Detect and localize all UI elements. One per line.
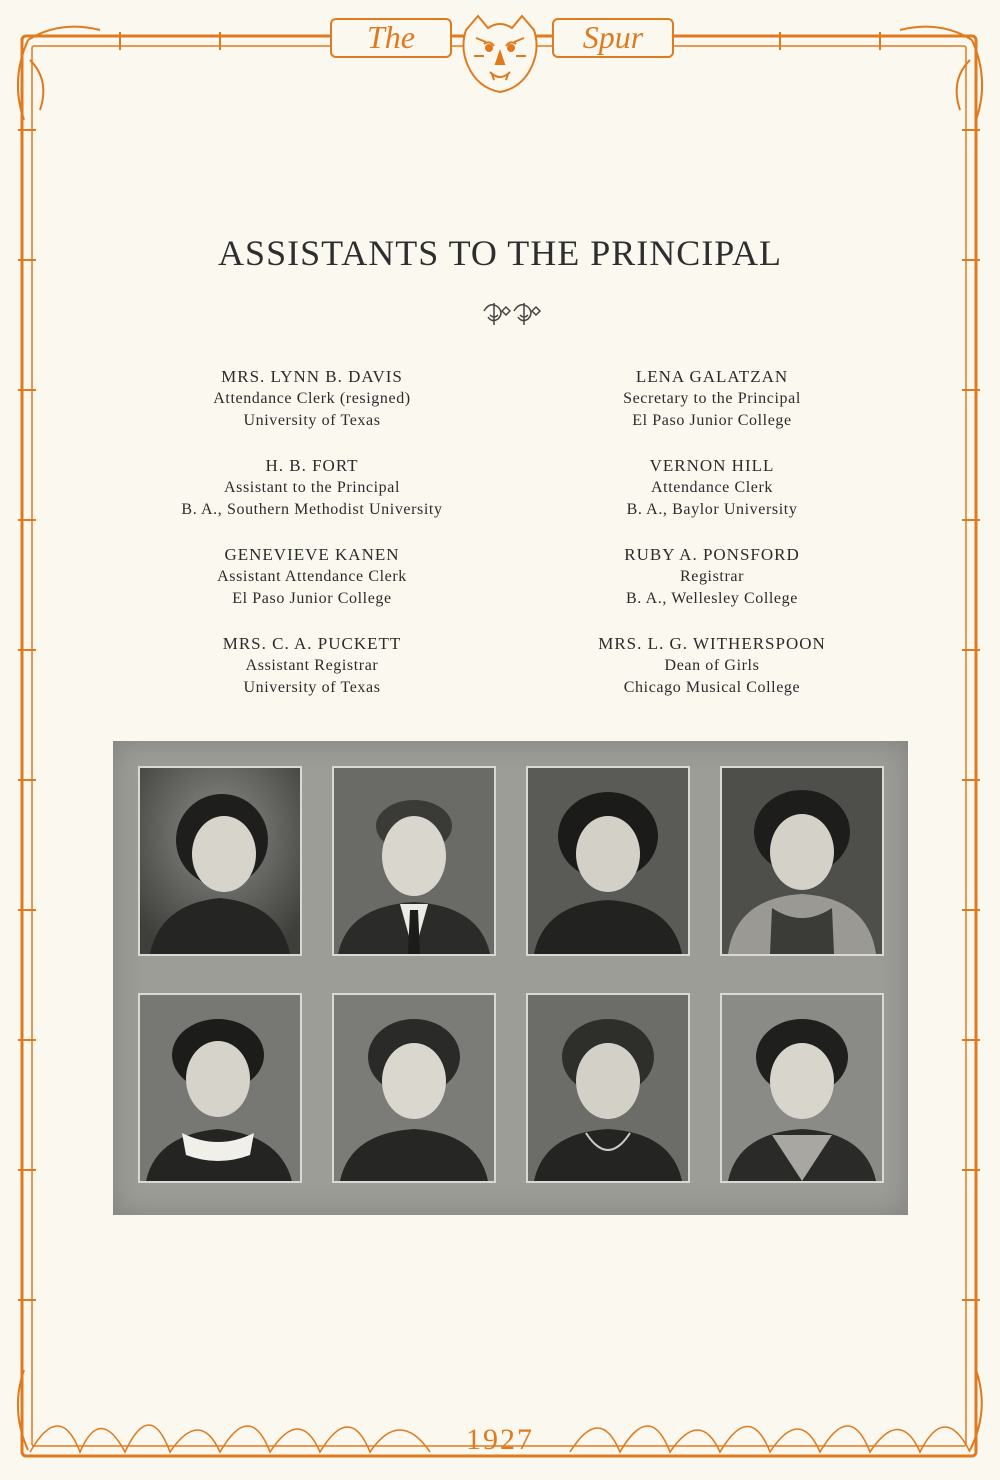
staff-school: University of Texas (243, 412, 381, 429)
staff-school: El Paso Junior College (232, 590, 392, 607)
fleuron-ornament-icon (480, 297, 544, 327)
staff-column-left (102, 366, 522, 722)
portrait-photo (720, 766, 884, 956)
staff-role: Secretary to the Principal (623, 390, 801, 407)
staff-entry (502, 455, 922, 544)
tiger-head-icon (456, 8, 544, 96)
staff-school: B. A., Southern Methodist University (181, 501, 443, 518)
staff-school: Chicago Musical College (623, 679, 801, 696)
portrait-photo (332, 766, 496, 956)
staff-entry (102, 544, 522, 633)
staff-school: El Paso Junior College (632, 412, 792, 429)
staff-entry (502, 544, 922, 633)
staff-entry (102, 366, 522, 455)
header-title-left: The (330, 18, 452, 58)
portrait-photo (138, 993, 302, 1183)
staff-name: MRS. LYNN B. DAVIS (221, 367, 403, 386)
portrait-photo (526, 993, 690, 1183)
staff-entry (502, 633, 922, 722)
staff-role: Attendance Clerk (651, 479, 773, 496)
staff-column-right (502, 366, 922, 722)
header-title-right: Spur (552, 18, 674, 58)
portrait-photo (138, 766, 302, 956)
staff-role: Assistant to the Principal (223, 479, 401, 496)
portrait-photo (720, 993, 884, 1183)
staff-name: LENA GALATZAN (635, 367, 789, 386)
staff-role: Registrar (679, 568, 745, 585)
staff-name: MRS. C. A. PUCKETT (222, 634, 402, 653)
staff-name: MRS. L. G. WITHERSPOON (598, 634, 826, 653)
staff-role: Assistant Attendance Clerk (217, 568, 407, 585)
staff-role: Attendance Clerk (resigned) (213, 390, 411, 407)
staff-school: University of Texas (243, 679, 381, 696)
portrait-photo (332, 993, 496, 1183)
staff-entry (502, 366, 922, 455)
staff-name: H. B. FORT (265, 456, 359, 475)
staff-role: Assistant Registrar (245, 657, 379, 674)
staff-name: GENEVIEVE KANEN (224, 545, 400, 564)
staff-role: Dean of Girls (664, 657, 760, 674)
staff-name: RUBY A. PONSFORD (624, 545, 800, 564)
portrait-photo-panel (113, 741, 908, 1215)
staff-entry (102, 455, 522, 544)
staff-entry (102, 633, 522, 722)
portrait-photo (526, 766, 690, 956)
staff-school: B. A., Baylor University (626, 501, 798, 518)
page-title: ASSISTANTS TO THE PRINCIPAL (218, 233, 782, 273)
staff-name: VERNON HILL (649, 456, 775, 475)
staff-school: B. A., Wellesley College (626, 590, 798, 607)
footer-year: 1927 (466, 1423, 534, 1456)
